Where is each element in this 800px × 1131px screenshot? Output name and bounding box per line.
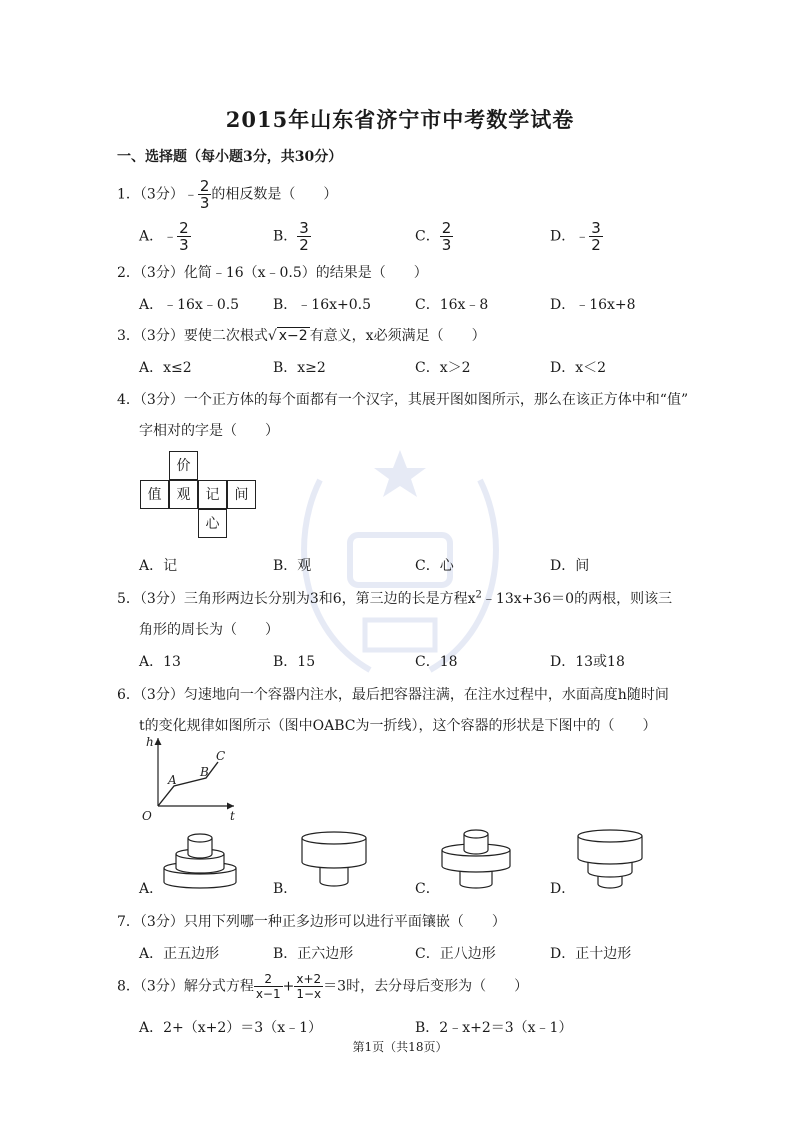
q6-option-c[interactable]: C． (415, 881, 440, 897)
question-4-line2: 字相对的字是（ ） (139, 423, 279, 439)
square-root: √ x−2 (267, 328, 308, 344)
q7-option-c[interactable]: C．正八边形 (415, 946, 496, 962)
q2-option-c[interactable]: C．16x﹣8 (415, 297, 489, 313)
graph-label-b: B (200, 765, 209, 779)
net-cell-row-3: 记 (198, 480, 227, 509)
q4-option-b[interactable]: B．观 (273, 558, 312, 574)
q7-option-b[interactable]: B．正六边形 (273, 946, 354, 962)
oabc-polyline (158, 762, 218, 806)
question-5-line2: 角形的周长为（ ） (139, 622, 279, 638)
q3-option-d[interactable]: D．x＜2 (550, 360, 607, 376)
container-option-b[interactable] (298, 828, 370, 892)
q6-option-d[interactable]: D． (550, 881, 576, 897)
net-cell-top: 价 (169, 451, 198, 480)
q1-option-a[interactable]: A．﹣ $\frac{2}{3}$ (139, 219, 189, 254)
q2-option-b[interactable]: B．﹣16x+0.5 (273, 297, 371, 313)
question-7: 7．（3分）只用下列哪一种正多边形可以进行平面镶嵌（ ） (117, 914, 506, 930)
graph-label-h: h (146, 735, 154, 749)
q2-option-a[interactable]: A．﹣16x﹣0.5 (139, 297, 240, 313)
question-5-line1: 5．（3分）三角形两边长分别为3和6，第三边的长是方程$x^2﹣13x+36=0$的两根，则该三 (117, 589, 673, 607)
container-option-d[interactable] (574, 826, 646, 892)
net-cell-row-2: 观 (169, 480, 198, 509)
section-heading: 一、选择题（每小题3分，共30分） (117, 149, 343, 165)
water-height-graph (138, 732, 248, 824)
q5-option-c[interactable]: C．18 (415, 654, 458, 670)
q8-option-b[interactable]: B．2﹣x+2＝3（x﹣1） (415, 1020, 573, 1036)
graph-label-a: A (168, 773, 177, 787)
page-footer: 第1页（共18页） (352, 1040, 448, 1054)
container-option-a[interactable] (160, 828, 240, 892)
net-cell-row-1: 值 (140, 480, 169, 509)
q3-option-c[interactable]: C．x＞2 (415, 360, 471, 376)
watermark-logo (280, 440, 520, 700)
q7-option-d[interactable]: D．正十边形 (550, 946, 632, 962)
q5-option-a[interactable]: A．13 (139, 654, 181, 670)
fraction: $\frac{2}{3}$ (199, 177, 210, 212)
q1-option-c[interactable]: C． $\frac{2}{3}$ (415, 219, 452, 254)
q1-option-b[interactable]: B． $\frac{3}{2}$ (273, 219, 309, 254)
q5-option-d[interactable]: D．13或18 (550, 654, 625, 670)
q4-option-a[interactable]: A．记 (139, 558, 178, 574)
question-2: 2．（3分）化简﹣16（x﹣0.5）的结果是（ ） (117, 265, 428, 281)
q8-option-a[interactable]: A．2+（x+2）＝3（x﹣1） (139, 1020, 322, 1036)
graph-label-o: O (142, 809, 152, 823)
q3-option-a[interactable]: A．x≤2 (139, 360, 192, 376)
question-6-line1: 6．（3分）匀速地向一个容器内注水，最后把容器注满，在注水过程中，水面高度h随时间 (117, 687, 669, 703)
fraction-1: $\frac{2}{x-1}$ (255, 972, 281, 1001)
question-6-line2: t的变化规律如图所示（图中OABC为一折线），这个容器的形状是下图中的（ ） (139, 718, 657, 734)
q1-option-d[interactable]: D．﹣ $\frac{3}{2}$ (550, 219, 601, 254)
graph-label-t: t (230, 809, 235, 823)
q6-option-a[interactable]: A． (139, 881, 164, 897)
exam-title: 2015年山东省济宁市中考数学试卷 (225, 107, 575, 132)
q7-option-a[interactable]: A．正五边形 (139, 946, 220, 962)
q6-option-b[interactable]: B． (273, 881, 298, 897)
cube-net-figure (140, 451, 260, 541)
net-cell-row-4: 间 (227, 480, 256, 509)
fraction-2: $\frac{x+2}{1-x}$ (296, 972, 322, 1001)
question-4-line1: 4．（3分）一个正方体的每个面都有一个汉字，其展开图如图所示，那么在该正方体中和“值” (117, 392, 689, 408)
q4-option-d[interactable]: D．间 (550, 558, 590, 574)
question-3: 3．（3分）要使二次根式√ x−2 有意义，x必须满足（ ） (117, 328, 486, 344)
question-1: 1．（3分）﹣ $\frac{2}{3}$ 的相反数是（ ） (117, 177, 338, 212)
q3-option-b[interactable]: B．x≥2 (273, 360, 326, 376)
graph-label-c: C (216, 749, 226, 763)
net-cell-bottom: 心 (198, 509, 227, 538)
q2-option-d[interactable]: D．﹣16x+8 (550, 297, 636, 313)
q5-option-b[interactable]: B．15 (273, 654, 316, 670)
container-option-c[interactable] (438, 828, 514, 892)
question-8: 8．（3分）解分式方程 $\frac{2}{x-1}$ + $\frac{x+2}{1-x}$ ＝3时，去分母后变形为（ ） (117, 972, 529, 1001)
q4-option-c[interactable]: C．心 (415, 558, 454, 574)
